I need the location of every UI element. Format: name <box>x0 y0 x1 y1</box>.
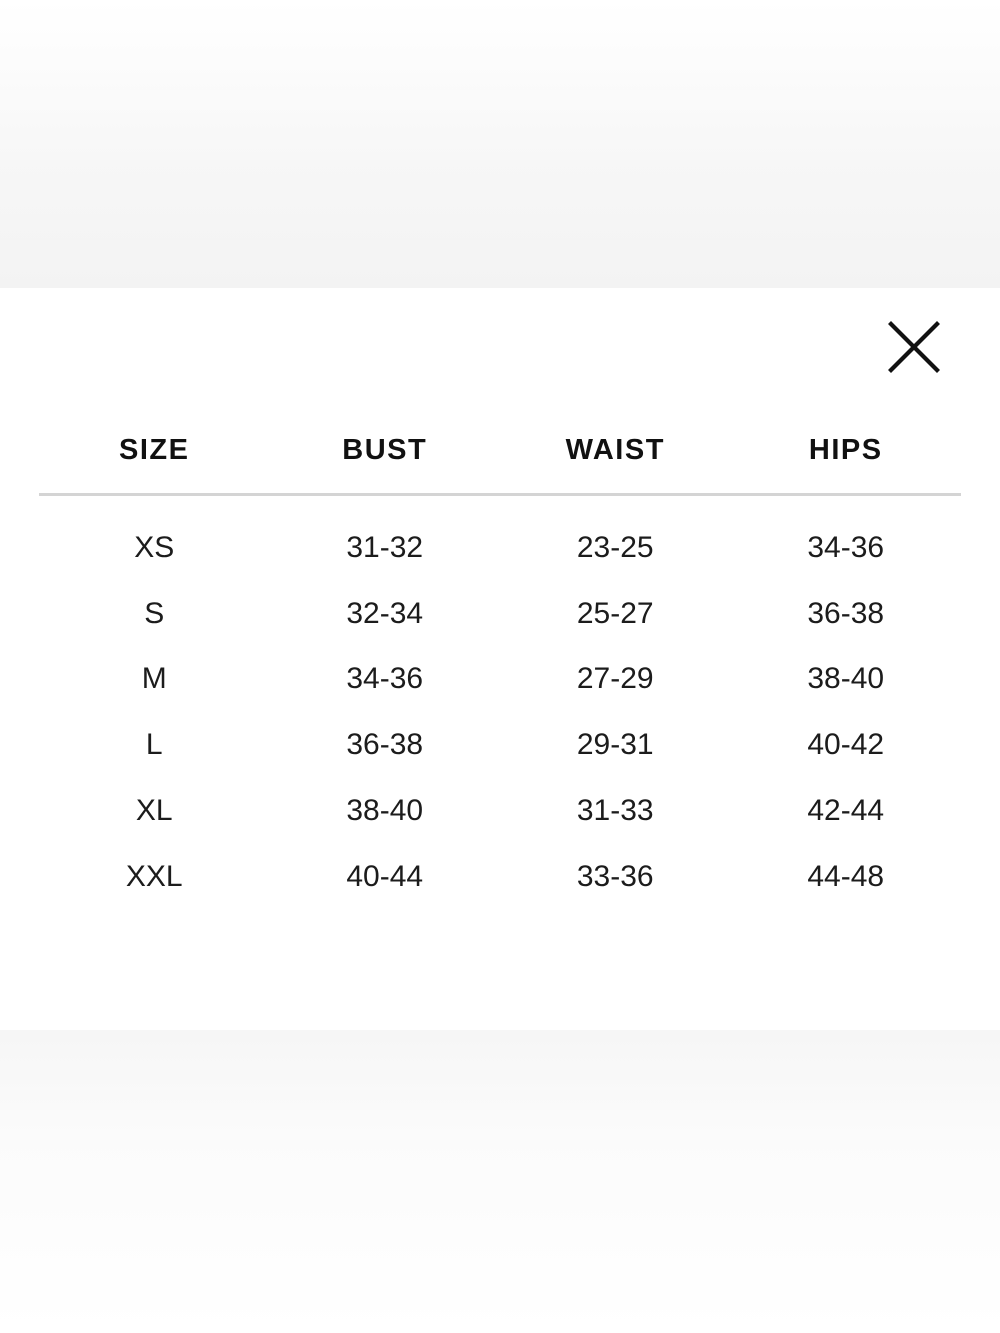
bust-cell: 34-36 <box>346 662 424 696</box>
table-body <box>39 515 961 910</box>
hips-cell: 38-40 <box>807 662 885 696</box>
bust-cell: 36-38 <box>346 728 424 762</box>
size-chart-table <box>39 420 961 910</box>
close-icon <box>885 318 943 376</box>
hips-cell: 44-48 <box>807 859 885 893</box>
header-divider <box>39 493 961 496</box>
hips-cell: 36-38 <box>807 596 885 630</box>
waist-cell: 29-31 <box>576 728 654 762</box>
waist-cell: 33-36 <box>576 859 654 893</box>
table-row <box>39 712 961 778</box>
table-row <box>39 844 961 910</box>
size-cell: L <box>145 728 163 762</box>
table-row <box>39 778 961 844</box>
header-bust: BUST <box>342 433 428 466</box>
hips-cell: 34-36 <box>807 530 885 564</box>
size-cell: XXL <box>125 859 183 893</box>
table-row <box>39 581 961 647</box>
hips-cell: 40-42 <box>807 728 885 762</box>
waist-cell: 31-33 <box>576 794 654 828</box>
waist-cell: 23-25 <box>576 530 654 564</box>
waist-cell: 27-29 <box>576 662 654 696</box>
size-cell: XS <box>134 530 175 564</box>
bust-cell: 32-34 <box>346 596 424 630</box>
bust-cell: 40-44 <box>346 859 424 893</box>
header-hips: HIPS <box>808 433 883 466</box>
size-cell: S <box>144 596 165 630</box>
waist-cell: 25-27 <box>576 596 654 630</box>
close-button[interactable] <box>885 318 943 376</box>
header-size: SIZE <box>119 433 190 466</box>
bust-cell: 31-32 <box>346 530 424 564</box>
size-cell: XL <box>135 794 173 828</box>
header-waist: WAIST <box>565 433 665 466</box>
table-header-row <box>39 420 961 480</box>
table-row <box>39 515 961 581</box>
hips-cell: 42-44 <box>807 794 885 828</box>
backdrop-top <box>0 0 1000 288</box>
bust-cell: 38-40 <box>346 794 424 828</box>
backdrop-bottom <box>0 1030 1000 1333</box>
size-cell: M <box>141 662 167 696</box>
table-row <box>39 647 961 713</box>
